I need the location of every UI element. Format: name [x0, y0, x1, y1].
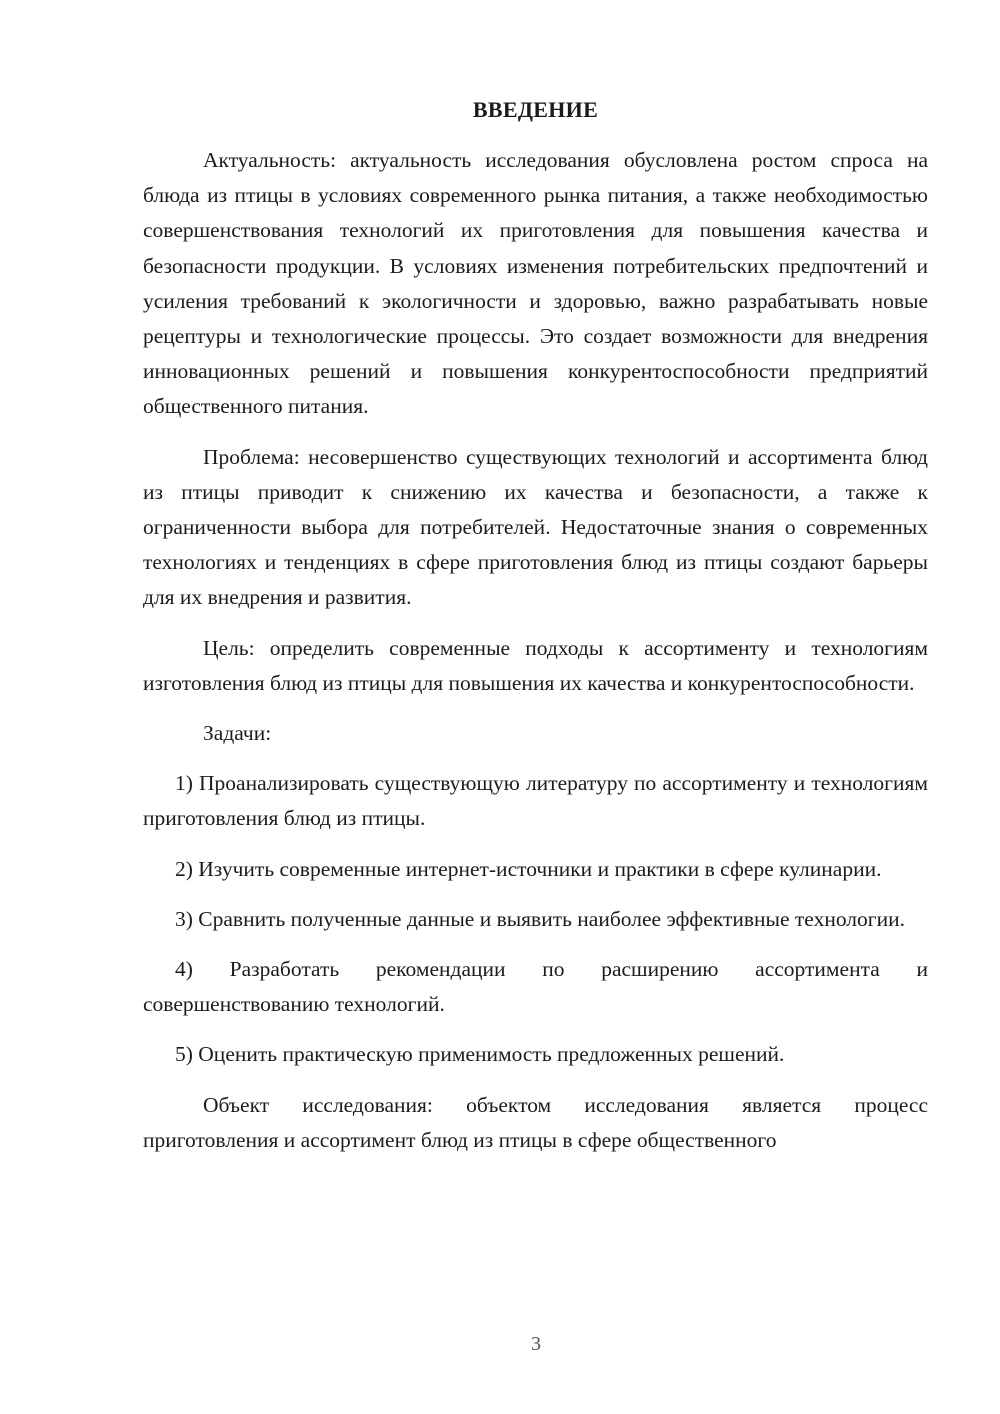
paragraph-goal: Цель: определить современные подходы к ассортименту и технологиям изготовления блюд из птицы для повышения их качества и конкурентоспособности. — [143, 635, 928, 695]
task-item-3: 3) Сравнить полученные данные и выявить наиболее эффективные технологии. — [175, 906, 905, 931]
paragraph-problem: Проблема: несовершенство существующих технологий и ассортимента блюд из птицы приводит к снижению их качества и безопасности, а также к ограниченности выбора для потребителей. Недостаточные знания о современных технологиях и тенденциях в сфере приготовления блюд из птицы создают барьеры для их внедрения и развития. — [143, 444, 928, 610]
task-item-5: 5) Оценить практическую применимость предложенных решений. — [175, 1042, 785, 1067]
task-item-2: 2) Изучить современные интернет-источники и практики в сфере кулинарии. — [175, 856, 882, 881]
page-number: 3 — [531, 1333, 541, 1355]
paragraph-object: Объект исследования: объектом исследования является процесс приготовления и ассортимент блюд из птицы в сфере общественного — [143, 1092, 928, 1152]
task-item-4: 4) Разработать рекомендации по расширению ассортимента и совершенствованию технологий. — [143, 957, 928, 1017]
document-page — [143, 94, 928, 1173]
paragraph-tasks-heading: Задачи: — [203, 721, 272, 746]
task-item-1: 1) Проанализировать существующую литературу по ассортименту и технологиям приготовления блюд из птицы. — [143, 771, 928, 831]
section-heading: ВВЕДЕНИЕ — [472, 97, 599, 122]
paragraph-relevance: Актуальность: актуальность исследования обусловлена ростом спроса на блюда из птицы в условиях современного рынка питания, а также необходимостью совершенствования технологий их приготовления для повышения качества и безопасности продукции. В условиях изменения потребительских предпочтений и усиления требований к экологичности и здоровью, важно разрабатывать новые рецептуры и технологические процессы. Это создает возможности для внедрения инновационных решений и повышения конкурентоспособности предприятий общественного питания. — [143, 148, 928, 419]
